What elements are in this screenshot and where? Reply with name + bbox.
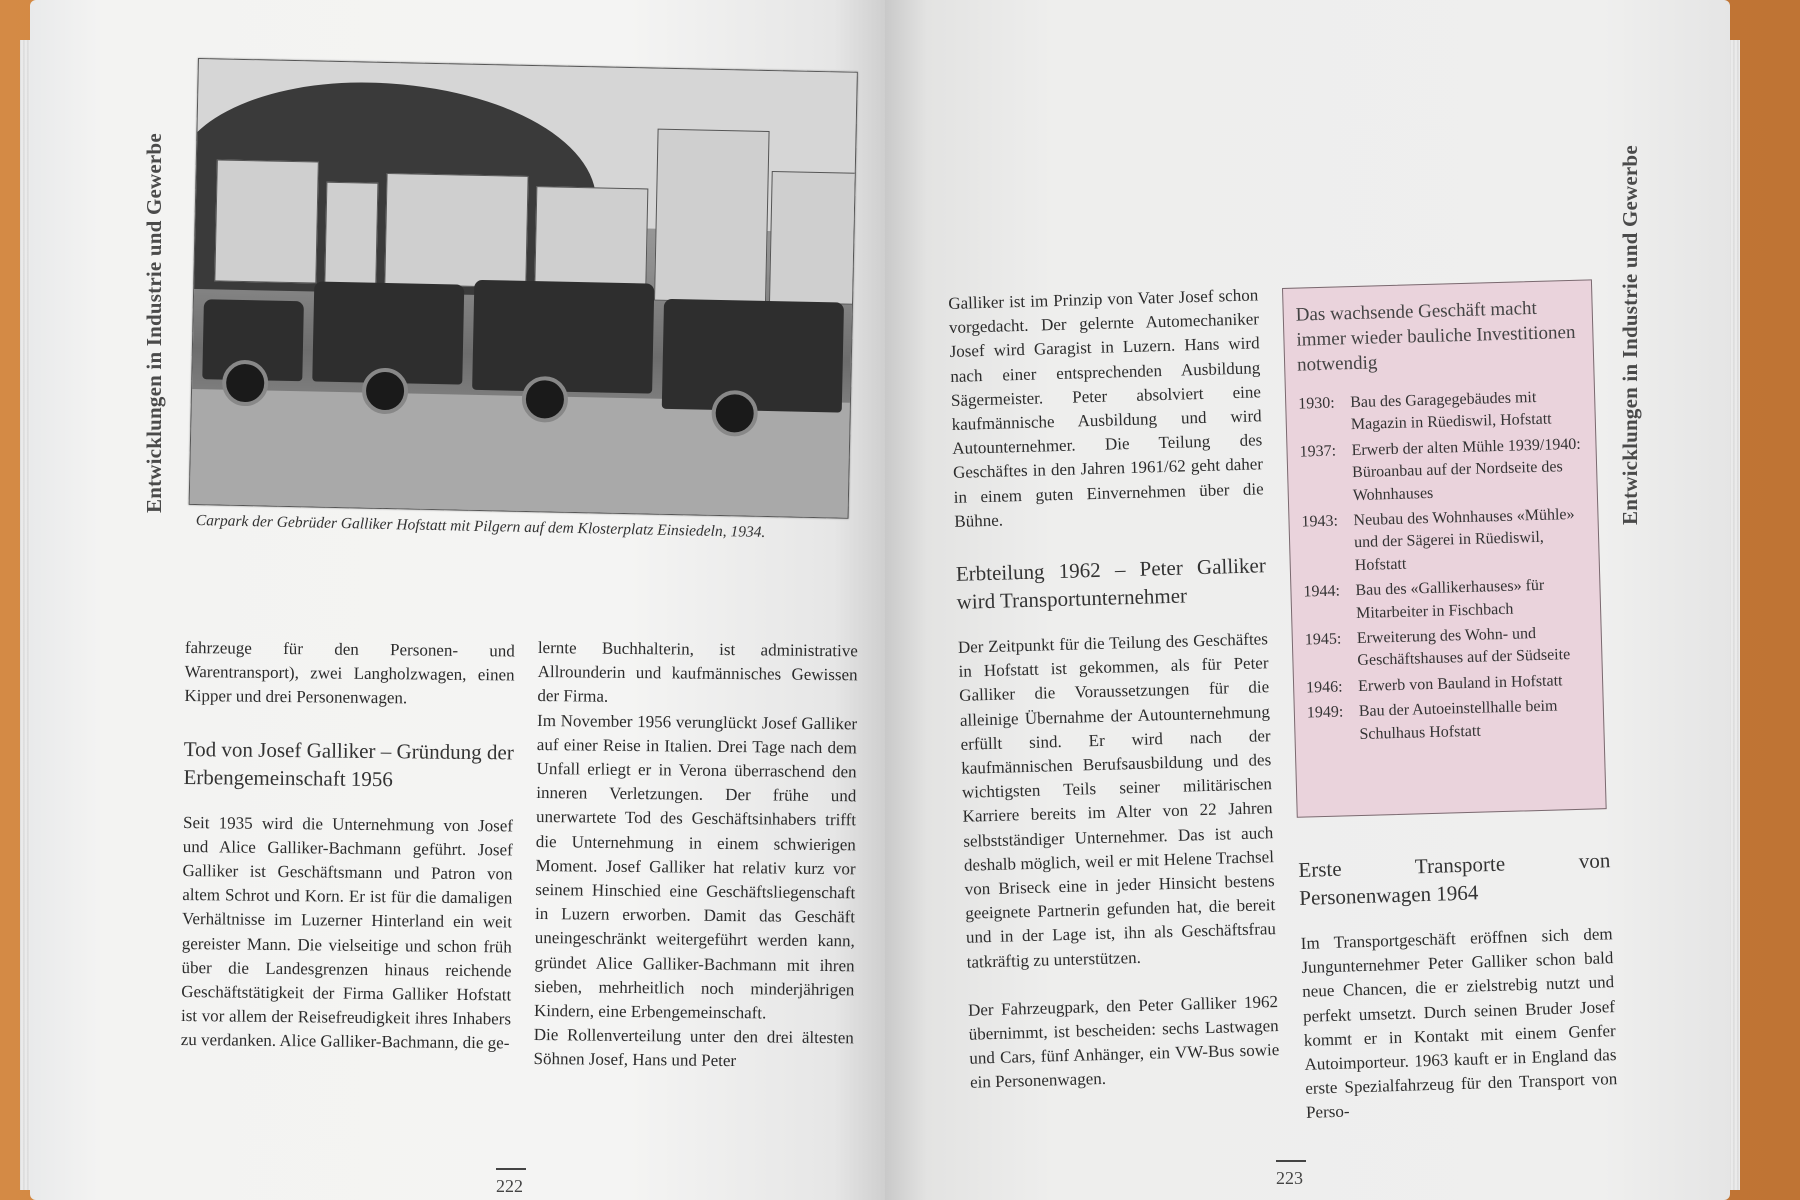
sidebar-box-title: Das wachsende Geschäft macht immer wieder bauliche Investitionen notwendig bbox=[1295, 297, 1576, 376]
photo-building bbox=[214, 159, 319, 283]
text-column-right-1 bbox=[948, 283, 1280, 1095]
photo-building bbox=[324, 182, 378, 285]
chronology-text: Erwerb der alten Mühle 1939/1940: Büroanbau auf der Nordseite des Wohnhauses bbox=[1351, 435, 1581, 504]
page-number-right bbox=[1276, 1160, 1306, 1189]
sidebar-box bbox=[1282, 279, 1607, 817]
paragraph: Im Transportgeschäft eröffnen sich dem Jungunternehmer Peter Galliker schon bald neue Chancen, die er zielstrebig nutzt und perfekt umsetzt. Durch seinen Bruder Josef kommt er in Kontakt mit einem Genfer Autoimporteur. 1963 kauft er in England das erste Spezialfahrzeug für den Transport von Perso- bbox=[1300, 924, 1618, 1123]
chronology-entry bbox=[1307, 695, 1592, 748]
open-book bbox=[20, 0, 1720, 1200]
chronology-text: Bau des Garagegebäudes mit Magazin in Rüediswil, Hofstatt bbox=[1349, 388, 1552, 434]
running-head-left: Entwicklungen in Industrie und Gewerbe bbox=[142, 133, 166, 513]
photo-caption: Carpark der Gebrüder Galliker Hofstatt mit Pilgern auf dem Klosterplatz Einsiedeln, 1934. bbox=[195, 512, 766, 541]
photo-building bbox=[769, 171, 858, 305]
chronology-year: 1949: bbox=[1306, 703, 1344, 722]
chronology-entry bbox=[1305, 622, 1590, 675]
chronology-entry bbox=[1299, 433, 1585, 508]
photo-bus bbox=[472, 280, 654, 394]
chronology-text: Erwerb von Bauland in Hofstatt bbox=[1357, 672, 1563, 695]
chronology-entry bbox=[1303, 574, 1588, 627]
chronology-entry bbox=[1301, 504, 1587, 579]
page-number-left bbox=[496, 1168, 526, 1197]
photo-bus bbox=[662, 299, 844, 413]
running-head-right: Entwicklungen in Industrie und Gewerbe bbox=[1618, 145, 1642, 525]
chronology-year: 1943: bbox=[1301, 512, 1339, 531]
section-heading: Erbteilung 1962 – Peter Galliker wird Transportunternehmer bbox=[955, 553, 1267, 614]
chronology-year: 1930: bbox=[1298, 394, 1335, 413]
page-number-text: 222 bbox=[496, 1176, 523, 1196]
paragraph: fahrzeuge für den Personen- und Warentransport), zwei Langholzwagen, einen Kipper und drei Personenwagen. bbox=[184, 637, 515, 708]
page-number-text: 223 bbox=[1276, 1168, 1303, 1188]
section-heading: Erste Transporte von Personenwagen 1964 bbox=[1298, 848, 1611, 910]
chronology-year: 1946: bbox=[1305, 678, 1343, 697]
chronology-entry bbox=[1298, 386, 1583, 439]
photo-building bbox=[384, 173, 528, 288]
paragraph: lernte Buchhalterin, ist administrative Allrounderin und kaufmännisches Gewissen der Firma. bbox=[537, 637, 858, 707]
paragraph: Der Zeitpunkt für die Teilung des Geschäftes in Hofstatt ist gekommen, als für Peter Galliker die Voraussetzungen für die alleinige Übernahme der Autounternehmung erfüllt sind. Er wird nach der kaufmännischen Berufsausbildung und des wichtigsten Teils seiner militärischen Karriere bereits im Alter von 22 Jahren selbstständiger Unternehmer. Das ist auch deshalb möglich, weil er mit Helene Trachsel von Briseck eine in jeder Hinsicht bestens geeignete Partnerin gefunden hat, die bereit und in der Lage ist, ihn als Geschäftsfrau tatkräftig zu unterstützen. bbox=[957, 629, 1277, 972]
text-column-left-1 bbox=[181, 636, 515, 1056]
page-number-rule bbox=[1276, 1160, 1306, 1162]
historic-photo bbox=[189, 58, 858, 519]
chronology-text: Bau der Autoeinstellhalle beim Schulhaus Hofstatt bbox=[1358, 697, 1558, 743]
chronology-year: 1945: bbox=[1304, 630, 1342, 649]
chronology-text: Bau des «Gallikerhauses» für Mitarbeiter in Fischbach bbox=[1355, 577, 1545, 622]
chronology-year: 1944: bbox=[1303, 582, 1341, 601]
paragraph: Die Rollenverteilung unter den drei ältesten Söhnen Josef, Hans und Peter bbox=[533, 1025, 854, 1071]
chronology-year: 1937: bbox=[1299, 442, 1337, 461]
text-column-right-2 bbox=[1298, 846, 1618, 1125]
photo-building bbox=[654, 129, 770, 303]
paragraph: Im November 1956 verunglückt Josef Galliker auf einer Reise in Italien. Drei Tage nach dem Unfall erliegt er in Verona überraschend den inneren Verletzungen. Der frühe und unerwartete Tod des Geschäftsinhabers trifft die Unternehmung in einem schwierigen Moment. Josef Galliker hat relativ kurz vor seinem Hinschied eine Geschäftsliegenschaft in Luzern erworben. Damit das Geschäft uneingeschränkt weitergeführt werden kann, gründet Alice Galliker-Bachmann mit ihren sieben, mehrheitlich noch minderjährigen Kindern, eine Erbengemeinschaft. bbox=[533, 710, 858, 1023]
paragraph: Galliker ist im Prinzip von Vater Josef schon vorgedacht. Der gelernte Automechaniker Josef wird Garagist in Luzern. Hans wird nach einer entsprechenden Ausbildung Sägermeister. Peter absolviert eine kaufmännische Ausbildung und wird Autounternehmer. Die Teilung des Geschäftes in den Jahren 1961/62 geht daher in einem guten Einvernehmen über die Bühne. bbox=[948, 285, 1264, 531]
chronology-text: Erweiterung des Wohn- und Geschäftshauses auf der Südseite bbox=[1356, 625, 1571, 670]
chronology-list bbox=[1298, 386, 1592, 748]
section-heading: Tod von Josef Galliker – Gründung der Erbengemeinschaft 1956 bbox=[183, 736, 514, 791]
chronology-text: Neubau des Wohnhauses «Mühle» und der Sägerei in Rüediswil, Hofstatt bbox=[1353, 505, 1575, 574]
page-number-rule bbox=[496, 1168, 526, 1170]
paragraph: Der Fahrzeugpark, den Peter Galliker 1962 übernimmt, ist bescheiden: sechs Lastwagen und Cars, fünf Anhänger, ein VW-Bus sowie ein Personenwagen. bbox=[967, 991, 1280, 1093]
left-page bbox=[30, 0, 885, 1200]
paragraph: Seit 1935 wird die Unternehmung von Josef und Alice Galliker-Bachmann geführt. Josef Galliker ist Geschäftsmann und Patron von altem Schrot und Korn. Er ist für die damaligen Verhältnisse im Luzerner Hinterland ein weit gereister Mann. Die vielseitige und schon früh über die Landesgrenzen hinaus reichende Geschäftstätigkeit der Firma Galliker Hofstatt ist vor allem der Reisefreudigkeit ihres Inhabers zu verdanken. Alice Galliker-Bachmann, die ge- bbox=[180, 812, 514, 1053]
text-column-left-2 bbox=[533, 636, 858, 1075]
